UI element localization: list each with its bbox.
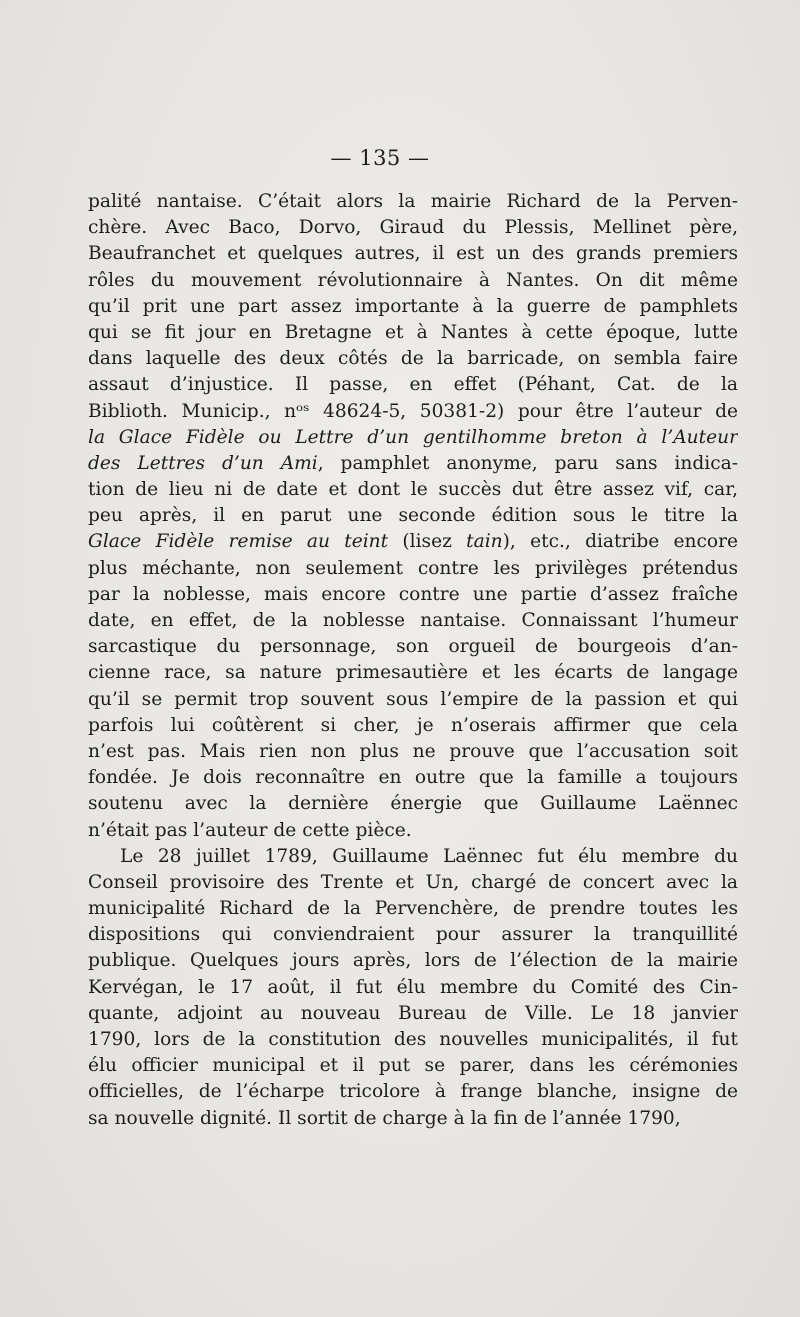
italic-title: Glace Fidèle remise au teint [88, 531, 389, 553]
text-line: Biblioth. Municip., nᵒˢ 48624-5, 50381-2) pour être l’auteur de [88, 400, 738, 422]
text-line: par la noblesse, mais encore contre une partie d’assez fraîche [88, 583, 738, 605]
text-line: palité nantaise. C’était alors la mairie Richard de la Perven- [88, 191, 738, 212]
text-line: dispositions qui conviendraient pour assurer la tranquillité [88, 924, 738, 946]
text-line: publique. Quelques jours après, lors de l’élection de la mairie [88, 950, 738, 972]
text-line-with-italic [88, 451, 738, 477]
italic-word: tain [466, 531, 503, 553]
text-line: chère. Avec Baco, Dorvo, Giraud du Plessis, Mellinet père, [88, 217, 738, 239]
text-line-paragraph-start: Le 28 juillet 1789, Guillaume Laënnec fut élu membre du [120, 845, 738, 867]
text-line: qu’il se permit trop souvent sous l’empire de la passion et qui [88, 688, 738, 710]
text-line: soutenu avec la dernière énergie que Guillaume Laënnec [88, 793, 738, 815]
body-text [88, 189, 738, 1132]
page-number: — 135 — [330, 146, 430, 170]
text-line: officielles, de l’écharpe tricolore à frange blanche, insigne de [88, 1081, 738, 1103]
text-line: n’était pas l’auteur de cette pièce. [88, 819, 412, 841]
text-line-with-italic [88, 529, 738, 555]
text-line: assaut d’injustice. Il passe, en effet (Péhant, Cat. de la [88, 374, 738, 396]
text-line: fondée. Je dois reconnaître en outre que la famille a toujours [88, 767, 738, 789]
text-line: qu’il prit une part assez importante à la guerre de pamphlets [88, 295, 738, 317]
text-line: Kervégan, le 17 août, il fut élu membre du Comité des Cin- [88, 976, 738, 998]
text-line: sa nouvelle dignité. Il sortit de charge à la fin de l’année 1790, [88, 1107, 681, 1129]
text-line: rôles du mouvement révolutionnaire à Nantes. On dit même [88, 269, 738, 291]
text-line: cienne race, sa nature primesautière et les écarts de langage [88, 662, 738, 684]
text-line: Conseil provisoire des Trente et Un, chargé de concert avec la [88, 871, 738, 893]
text-line: 1790, lors de la constitution des nouvelles municipalités, il fut [88, 1029, 738, 1050]
text-fragment: , pamphlet anonyme, paru sans indica- [317, 452, 738, 474]
italic-title: la Glace Fidèle ou Lettre d’un gentilhomme breton à l’Auteur [88, 426, 738, 448]
text-fragment: (lisez [388, 531, 467, 553]
text-line: tion de lieu ni de date et dont le succès dut être assez vif, car, [88, 479, 738, 501]
text-line-italic-title [88, 425, 738, 451]
text-line: date, en effet, de la noblesse nantaise. Connaissant l’humeur [88, 610, 738, 631]
text-line: municipalité Richard de la Pervenchère, de prendre toutes les [88, 898, 738, 920]
text-line: Beaufranchet et quelques autres, il est un des grands premiers [88, 243, 738, 265]
text-line: sarcastique du personnage, son orgueil de bourgeois d’an- [88, 636, 738, 658]
text-line: plus méchante, non seulement contre les privilèges prétendus [88, 557, 738, 579]
text-line: dans laquelle des deux côtés de la barricade, on sembla faire [88, 348, 738, 370]
italic-title: des Lettres d’un Ami [88, 452, 318, 474]
text-line: quante, adjoint au nouveau Bureau de Ville. Le 18 janvier [88, 1002, 738, 1024]
text-line: élu officier municipal et il put se parer, dans les cérémonies [88, 1055, 738, 1077]
text-line: qui se fit jour en Bretagne et à Nantes à cette époque, lutte [88, 321, 738, 343]
text-line: n’est pas. Mais rien non plus ne prouve que l’accusation soit [88, 740, 738, 762]
text-line: parfois lui coûtèrent si cher, je n’oserais affirmer que cela [88, 714, 738, 736]
text-line: peu après, il en parut une seconde édition sous le titre la [88, 505, 738, 527]
text-fragment: ), etc., diatribe encore [502, 531, 738, 553]
